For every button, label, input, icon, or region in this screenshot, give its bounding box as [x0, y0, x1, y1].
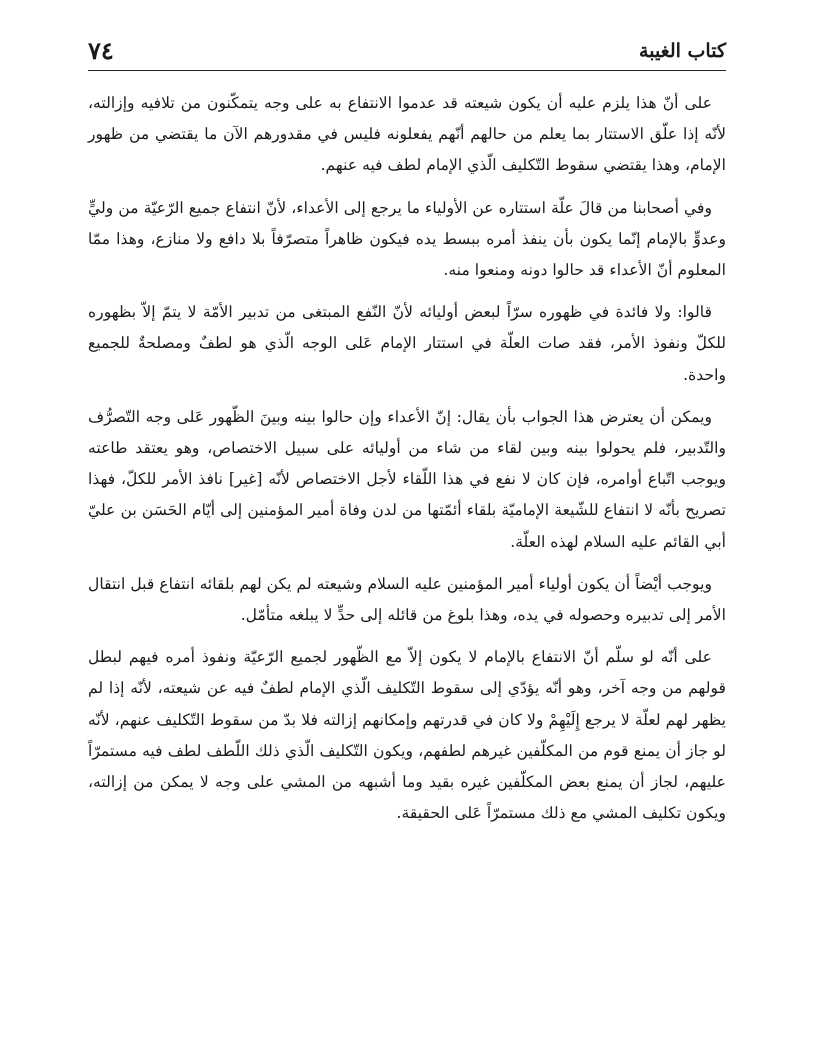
running-title: كتاب الغيبة: [639, 40, 726, 62]
page-number: ٧٤: [88, 36, 114, 65]
paragraph: ويمكن أن يعترض هذا الجواب بأن يقال: إنّ الأعداء وإن حالوا بينه وبينَ الظّهور عَلى وجه التّصرُّف والتّدبير، فلم يحولوا بينه وبين لقاء من شاء من أوليائه على سبيل الاختصاص، وهو يعتقد طاعته ويوجب اتّباع أوامره، فإن كان لا نفع في هذا اللّقاء لأجل الاختصاص لأنّه [غير] نافذ الأمر للكلّ، فهذا تصريح بأنّه لا انتفاع للشّيعة الإماميّة بلقاء أئمّتها من لدن وفاة أمير المؤمنين إلى أيّام الحَسَن بن عليّ أبي القائم عليه السلام لهذه العلّة.: [88, 407, 726, 551]
paragraph: على أنّه لو سلّم أنّ الانتفاع بالإمام لا يكون إلاّ مع الظّهور لجميع الرّعيّة ونفوذ أمره فيهم لبطل قولهم من وجه آخر، وهو أنّه يؤدّي إلى سقوط التّكليف الّذي الإمام لطفٌ فيه عن شيعته، لأنّه إذا لم يظهر لهم لعلّة لا يرجع إِلَيْهِمْ ولا كان في قدرتهم وإمكانهم إزالته فلا بدّ من سقوط التّكليف عنهم، لأنّه لو جاز أن يمنع قوم من المكلّفين غيرهم لطفهم، ويكون التّكليف الّذي ذلك اللّطف لطف فيه مستمرّاً عليهم، لجاز أن يمنع بعض المكلّفين غيره بقيد وما أشبهه من المشي على وجه لا يمكن من إزالته، ويكون تكليف المشي مع ذلك مستمرّاً عَلى الحقيقة.: [88, 648, 726, 823]
paragraph: قالوا: ولا فائدة في ظهوره سرّاً لبعض أوليائه لأنّ النّفع المبتغى من تدبير الأمّة لا يتمّ إلاّ بظهوره للكلّ ونفوذ الأمر، فقد صات العلّة في استتار الإمام عَلى الوجه الّذي هو لطفٌ ومصلحةٌ للجميع واحدة.: [88, 303, 726, 384]
paragraph: على أنّ هذا يلزم عليه أن يكون شيعته قد عدموا الانتفاع به على وجه يتمكّنون من تلافيه وإزالته، لأنّه إذا علّق الاستتار بما يعلم من حالهم أنّهم يفعلونه فليس في مقدورهم الآن ما يقتضي من ظهور الإمام، وهذا يقتضي سقوط التّكليف الّذي الإمام لطف فيه عنهم.: [88, 94, 726, 175]
page-header: [88, 36, 726, 71]
paragraph: ويوجب أيْضاً أن يكون أولياء أمير المؤمنين عليه السلام وشيعته لم يكن لهم بلقائه انتفاع قبل انتقال الأمر إلى تدبيره وحصوله في يده، وهذا بلوغ من قائله إلى حدٍّ لا يبلغه متأمّل.: [88, 574, 726, 625]
paragraph: وفي أصحابنا من قالَ علّة استتاره عن الأولياء ما يرجع إلى الأعداء، لأنّ انتفاع جميع الرّعيّة من وليٍّ وعدوٍّ بالإمام إنّما يكون بأن ينفذ أمره ببسط يده فيكون ظاهراً متصرّفاً بلا دافع ولا منازع، وهذا ممّا المعلوم أنّ الأعداء قد حالوا دونه ومنعوا منه.: [88, 198, 726, 280]
body-text: [88, 88, 726, 840]
